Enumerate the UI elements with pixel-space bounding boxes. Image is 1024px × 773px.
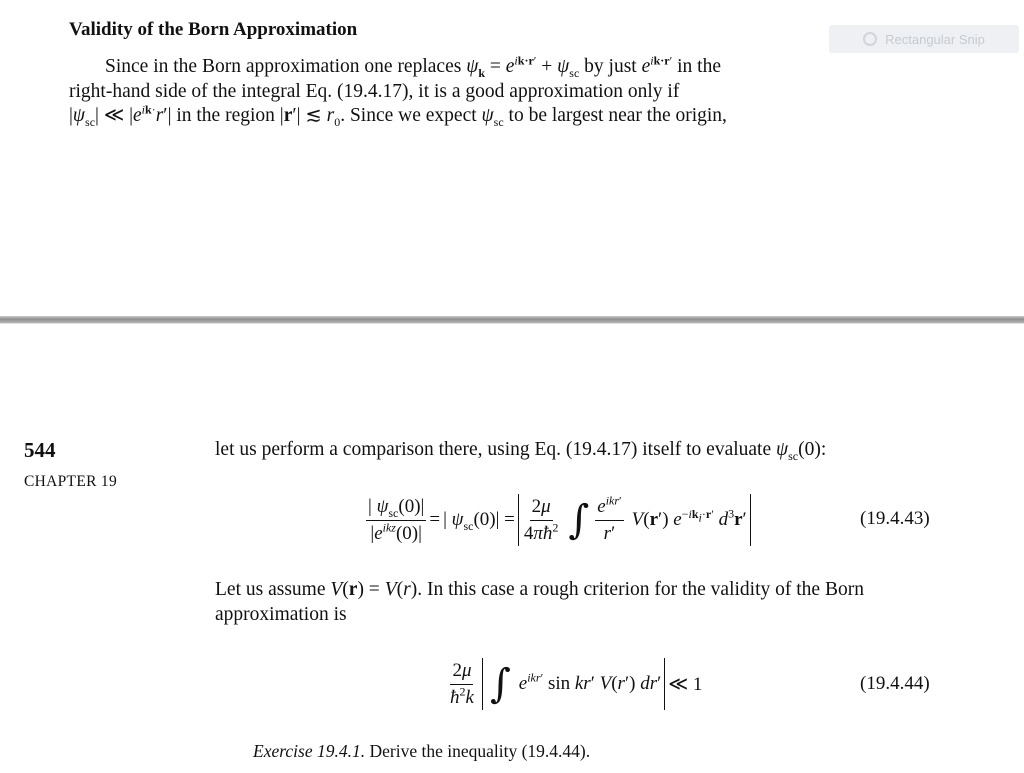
eq-44-number: (19.4.44)	[860, 673, 930, 694]
page-divider	[0, 316, 1024, 323]
eq43-left-fraction: $\frac{| \psi_{sc}(0)|}{|e^{ikz}(0)|}$	[368, 495, 425, 544]
eq-43-number: (19.4.43)	[860, 508, 930, 529]
exercise-text: Derive the inequality (19.4.44).	[369, 741, 591, 761]
eq44-coefficient: $\frac{2\mu}{ħ^2k}$	[450, 659, 474, 708]
snip-button-label: Rectangular Snip	[885, 31, 985, 47]
equation-19-4-43: $\frac{| \psi_{sc}(0)|}{|e^{ikz}(0)|}$ = | $\psi_{sc}(0)|$ = $\frac{2\mu}{4\pi ħ^2}$ ∫ $\frac{e^{ikr'}}{r'}$ V(r′) $e^{-ik_i\cdot r'}$ $d^3r'$	[366, 490, 754, 550]
snip-icon	[863, 32, 877, 46]
equation-19-4-44: $\frac{2\mu}{ħ^2k}$ ∫ $e^{ikr'}$ sin kr′ V(r′) dr′ ≪ 1	[448, 654, 702, 714]
comparison-sentence: let us perform a comparison there, using Eq. (19.4.17) itself to evaluate $\psi_{sc}(0)$:	[215, 439, 827, 463]
page-divider-highlight	[0, 323, 1024, 324]
criterion-paragraph: Let us assume V(r) = V(r). In this case a rough criterion for the validity of the Born approximation is	[215, 579, 864, 625]
exercise-line	[253, 741, 590, 762]
section-title: Validity of the Born Approximation	[69, 19, 358, 40]
page-number: 544	[24, 438, 56, 462]
born-paragraph: Since in the Born approximation one replaces $\psi_k = e^{ik\cdot r'} + \psi_{sc}$ by just $e^{ik\cdot r'}$ in the right-hand side of the integral Eq. (19.4.17), it is a good approximation only if $|\psi_{sc}|$ ≪ $|e^{ik\cdot}r'|$ in the region |r′| ≲ $r_0$. Since we expect $\psi_{sc}$ to be largest near the origin,	[69, 53, 727, 129]
exercise-label: Exercise 19.4.1.	[253, 741, 366, 761]
eq43-coefficient: $\frac{2\mu}{4\pi ħ^2}$	[523, 495, 559, 544]
eq43-integrand-fraction: $\frac{e^{ikr'}}{r'}$	[597, 493, 622, 544]
chapter-label: CHAPTER 19	[24, 473, 117, 490]
rectangular-snip-button[interactable]	[829, 25, 1019, 53]
